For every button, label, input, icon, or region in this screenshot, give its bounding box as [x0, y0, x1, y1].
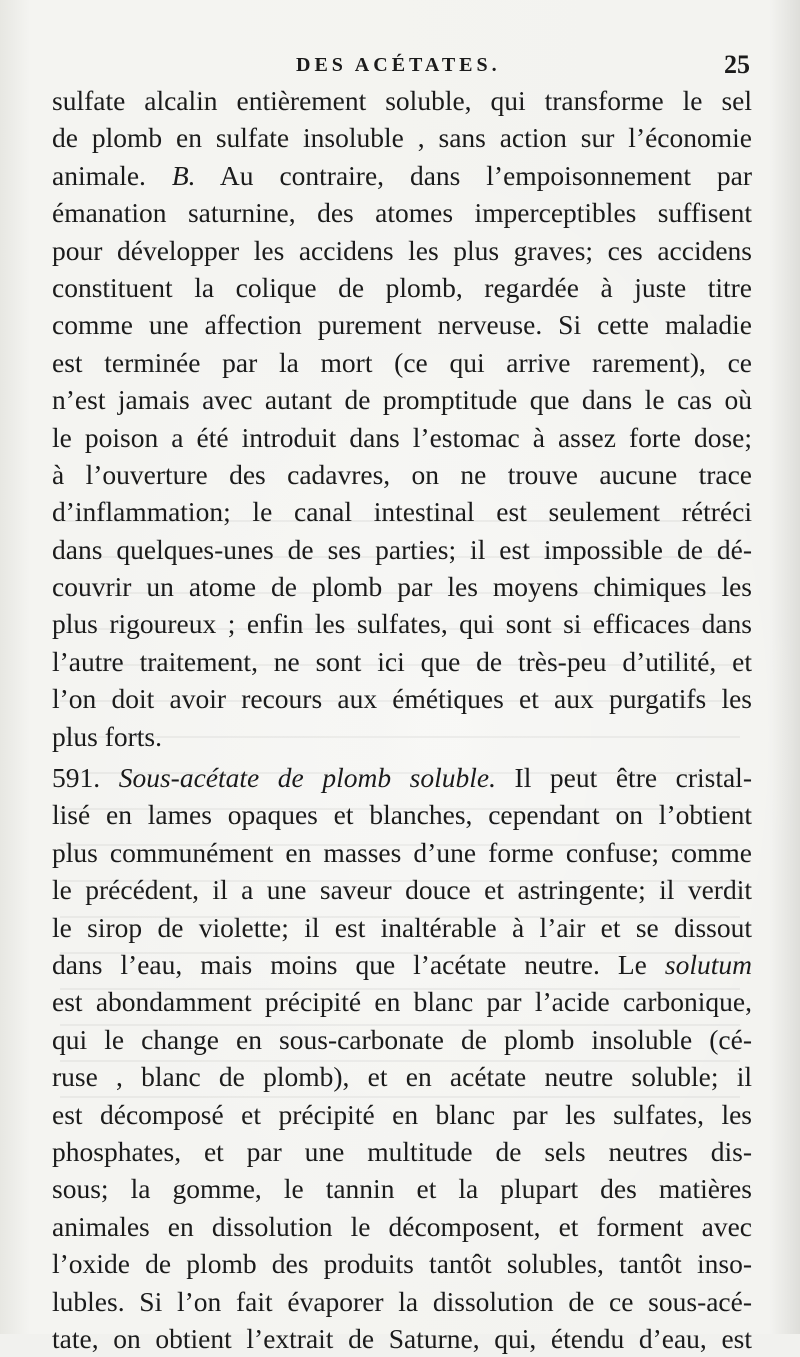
text-line: comme une affection purement nerveuse. Si cette maladie — [52, 309, 752, 341]
text-line: dans quelques-unes de ses parties; il est impossible de dé- — [52, 533, 752, 565]
text-fragment: de plomb en sulfate insoluble , sans action sur l’économie — [52, 122, 752, 154]
text-line: est abondamment précipité en blanc par l’acide carbonique, — [52, 986, 752, 1018]
running-title: DES ACÉTATES. — [296, 54, 501, 76]
text-line: plus forts. — [52, 720, 162, 752]
text-line — [52, 119, 752, 156]
text-line: l’on doit avoir recours aux émétiques et aux purgatifs les — [52, 683, 752, 715]
text-line: lubles. Si l’on fait évaporer la dissolution de ce sous-acé- — [52, 1285, 752, 1317]
text-line: animale. B. Au contraire, dans l’empoisonnement par — [52, 159, 752, 191]
text-line: tate, on obtient l’extrait de Saturne, qui, étendu d’eau, est — [52, 1322, 752, 1354]
text-line: ruse , blanc de plomb), et en acétate neutre soluble; il — [52, 1061, 752, 1093]
text-line: phosphates, et par une multitude de sels neutres dis- — [52, 1135, 752, 1167]
italic-word: solutum — [664, 948, 752, 980]
italic-letter: B. — [171, 159, 196, 191]
section-title: Sous-acétate de plomb soluble. — [118, 762, 496, 794]
page-number: 25 — [724, 50, 750, 79]
text-line: le poison a été introduit dans l’estomac à assez forte dose; — [52, 421, 752, 453]
text-line: n’est jamais avec autant de promptitude que dans le cas où — [52, 384, 752, 416]
section-heading-line — [52, 759, 752, 796]
text-line: l’autre traitement, ne sont ici que de très-peu d’utilité, et — [52, 645, 752, 677]
text-line: est décomposé et précipité en blanc par les sulfates, les — [52, 1098, 752, 1130]
text-line: plus rigoureux ; enfin les sulfates, qui sont si efficaces dans — [52, 608, 752, 640]
text-line: qui le change en sous-carbonate de plomb insoluble (cé- — [52, 1023, 752, 1055]
body-text — [52, 82, 752, 1357]
text-line: plus communément en masses d’une forme confuse; comme — [52, 836, 752, 868]
text-line: le précédent, il a une saveur douce et astringente; il verdit — [52, 874, 752, 906]
section-number: 591. — [52, 762, 101, 794]
text-line: animales en dissolution le décomposent, et forment avec — [52, 1210, 752, 1242]
text-line: sulfate alcalin entièrement soluble, qui transforme le sel — [52, 85, 752, 116]
text-line: émanation saturnine, des atomes imperceptibles suffisent — [52, 197, 752, 229]
text-line: sous; la gomme, le tannin et la plupart des matières — [52, 1173, 752, 1205]
text-line: lisé en lames opaques et blanches, cependant on l’obtient — [52, 799, 752, 831]
text-line: l’oxide de plomb des produits tantôt solubles, tantôt inso- — [52, 1248, 752, 1280]
text-line: est terminée par la mort (ce qui arrive rarement), ce — [52, 346, 752, 378]
text-line: couvrir un atome de plomb par les moyens chimiques les — [52, 571, 752, 603]
text-line: constituent la colique de plomb, regardée à juste titre — [52, 271, 752, 303]
text-line: à l’ouverture des cadavres, on ne trouve aucune trace — [52, 458, 752, 490]
text-line: d’inflammation; le canal intestinal est seulement rétréci — [52, 496, 752, 528]
text-line: dans l’eau, mais moins que l’acétate neutre. Le solutum — [52, 948, 752, 980]
section-first-line-rest: Il peut être cristal- — [514, 762, 752, 794]
text-line: le sirop de violette; il est inaltérable à l’air et se dissout — [52, 911, 752, 943]
text-line: pour développer les accidens les plus graves; ces accidens — [52, 234, 752, 266]
